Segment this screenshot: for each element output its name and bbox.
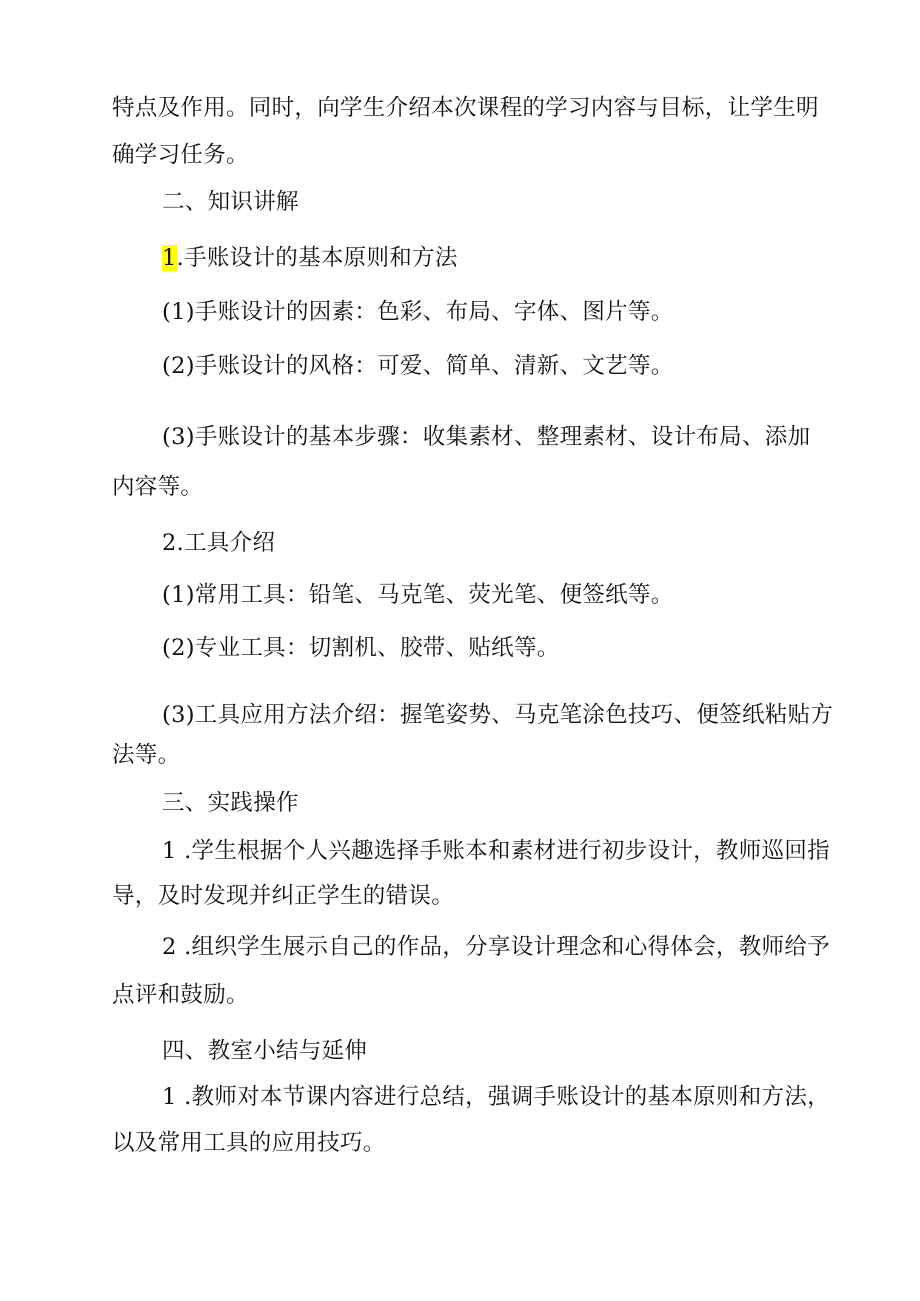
paragraph-line: 1 .学生根据个人兴趣选择手账本和素材进行初步设计，教师巡回指	[162, 838, 830, 864]
list-item: (3)手账设计的基本步骤：收集素材、整理素材、设计布局、添加	[162, 424, 811, 450]
paragraph-line: 确学习任务。	[112, 142, 249, 168]
paragraph-line: 1 .教师对本节课内容进行总结，强调手账设计的基本原则和方法，	[162, 1084, 830, 1110]
paragraph-line: 导，及时发现并纠正学生的错误。	[112, 883, 455, 909]
list-item: (1)常用工具：铅笔、马克笔、荧光笔、便签纸等。	[162, 582, 674, 608]
list-item: (3)工具应用方法介绍：握笔姿势、马克笔涂色技巧、便签纸粘贴方	[162, 702, 834, 728]
paragraph-line: 点评和鼓励。	[112, 982, 249, 1008]
list-item-continuation: 法等。	[112, 742, 181, 768]
paragraph-line: 特点及作用。同时，向学生介绍本次课程的学习内容与目标，让学生明	[112, 95, 819, 121]
section-heading: 三、实践操作	[162, 790, 299, 816]
list-item: (1)手账设计的因素：色彩、布局、字体、图片等。	[162, 299, 674, 325]
paragraph-line: 2 .组织学生展示自己的作品，分享设计理念和心得体会，教师给予	[162, 934, 830, 960]
subsection-heading	[162, 243, 458, 273]
highlighted-number: 1	[162, 245, 177, 271]
list-item: (2)手账设计的风格：可爱、简单、清新、文艺等。	[162, 353, 674, 379]
section-heading: 二、知识讲解	[162, 189, 299, 215]
subsection-title: .手账设计的基本原则和方法	[176, 245, 458, 271]
section-heading: 四、教室小结与延伸	[162, 1038, 368, 1064]
paragraph-line: 以及常用工具的应用技巧。	[112, 1130, 386, 1156]
list-item-continuation: 内容等。	[112, 474, 204, 500]
list-item: (2)专业工具：切割机、胶带、贴纸等。	[162, 635, 560, 661]
subsection-heading: 2.工具介绍	[162, 530, 276, 556]
